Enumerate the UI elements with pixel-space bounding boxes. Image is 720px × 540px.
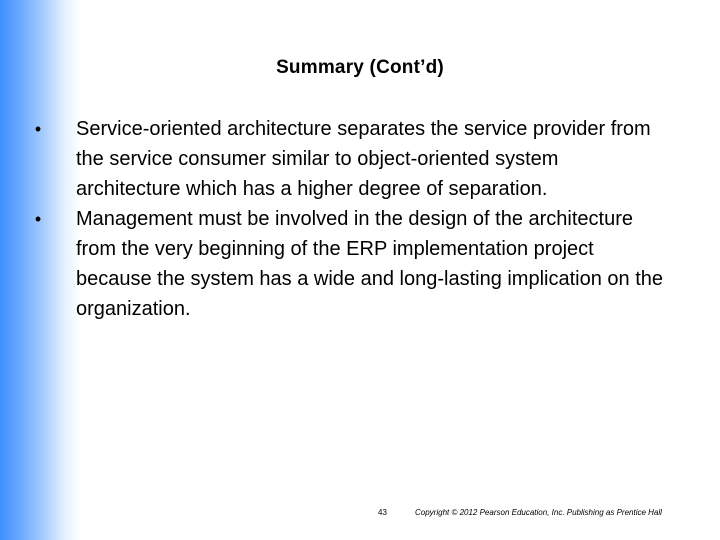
bullet-list bbox=[28, 114, 668, 324]
bullet-text: Management must be involved in the design of the architecture from the very beginning of the ERP implementation project because the system has a wide and long-lasting implication on the organization. bbox=[76, 208, 664, 320]
copyright-notice: Copyright © 2012 Pearson Education, Inc. Publishing as Prentice Hall bbox=[415, 508, 662, 517]
bullet-marker: • bbox=[34, 119, 42, 139]
bullet-item bbox=[28, 114, 668, 204]
slide-title: Summary (Cont’d) bbox=[276, 57, 444, 78]
bullet-marker: • bbox=[34, 209, 42, 229]
bullet-text: Service-oriented architecture separates the service provider from the service consumer similar to object-oriented system architecture which has a higher degree of separation. bbox=[76, 118, 651, 200]
bullet-item bbox=[28, 204, 668, 324]
page-number: 43 bbox=[378, 508, 387, 517]
